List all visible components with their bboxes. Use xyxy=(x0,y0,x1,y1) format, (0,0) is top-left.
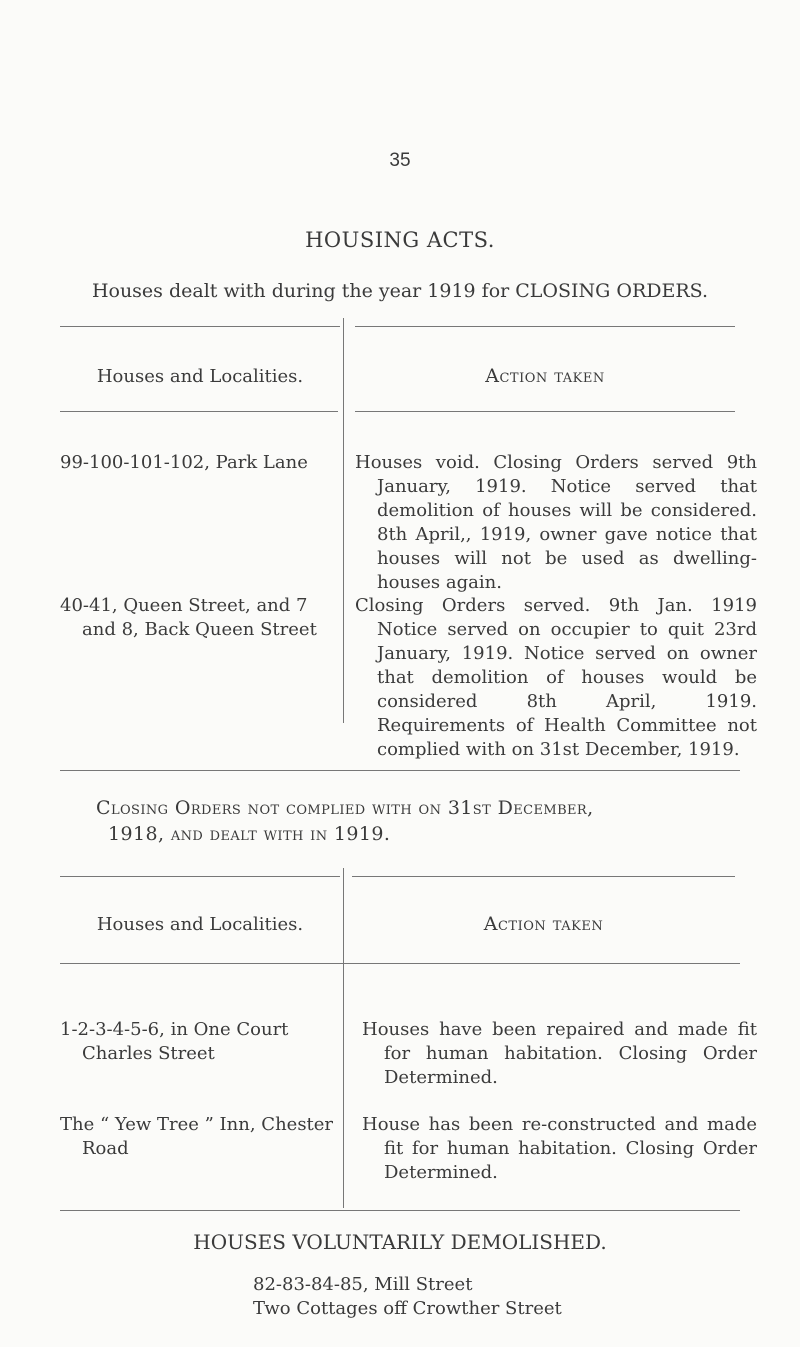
table1-header-rule-left xyxy=(60,411,338,412)
table1-row2-action: Closing Orders served. 9th Jan. 1919 Notice served on occupier to quit 23rd January, 1919. Notice served on owner that demolition of houses would be considered 8th April, 1919. Requirements of Health Committee not complied with on 31st December, 1919. xyxy=(355,595,757,760)
page-number: 35 xyxy=(389,150,411,171)
table1-column-divider xyxy=(343,318,344,723)
table2-row1-house: 1-2-3-4-5-6, in One Court Charles Street xyxy=(60,1019,289,1064)
table2-top-rule-right xyxy=(352,876,735,877)
table1-header-rule-right xyxy=(355,411,735,412)
table1-col-houses-header: Houses and Localities. xyxy=(96,366,304,387)
table1-row1-action: Houses void. Closing Orders served 9th January, 1919. Notice served that demolition of houses will be considered. 8th April,, 1919, owner gave notice that houses will not be used as dwelling-houses again. xyxy=(355,452,757,593)
section2-heading-line2 xyxy=(108,823,390,845)
page-title: HOUSING ACTS. xyxy=(305,228,495,252)
table2-col-houses-header: Houses and Localities. xyxy=(96,914,304,935)
table1-top-rule-right xyxy=(355,326,735,327)
table1-row1-house: 99-100-101-102, Park Lane xyxy=(60,452,308,473)
section3-heading: HOUSES VOLUNTARILY DEMOLISHED. xyxy=(193,1230,607,1254)
table2-top-rule-left xyxy=(60,876,340,877)
table2-col-action-header: Action taken xyxy=(483,913,604,935)
table2-row1-action: Houses have been repaired and made fit for human habitation. Closing Order Determined. xyxy=(362,1019,757,1088)
table2-row2-house: The “ Yew Tree ” Inn, Chester Road xyxy=(60,1114,334,1159)
table2-bottom-rule xyxy=(60,1210,740,1211)
demolished-item-2: Two Cottages off Crowther Street xyxy=(253,1298,562,1319)
table2-header-rule xyxy=(60,963,740,964)
section2-heading-line2-text: 1918, and dealt with in 1919. xyxy=(108,823,391,845)
table1-bottom-rule xyxy=(60,770,740,771)
section2-heading-line1-text: Closing Orders not complied with on 31st December, xyxy=(96,797,594,819)
table1-row2-house: 40-41, Queen Street, and 7 and 8, Back Queen Street xyxy=(60,595,317,640)
table1-top-rule-left xyxy=(60,326,340,327)
section2-heading-line1 xyxy=(96,797,594,819)
table1-col-action-header: Action taken xyxy=(485,365,605,387)
demolished-item-1: 82-83-84-85, Mill Street xyxy=(253,1274,473,1295)
table2-row2-action: House has been re-constructed and made fit for human habitation. Closing Order Determined. xyxy=(362,1114,757,1183)
section1-heading: Houses dealt with during the year 1919 for CLOSING ORDERS. xyxy=(91,280,709,302)
